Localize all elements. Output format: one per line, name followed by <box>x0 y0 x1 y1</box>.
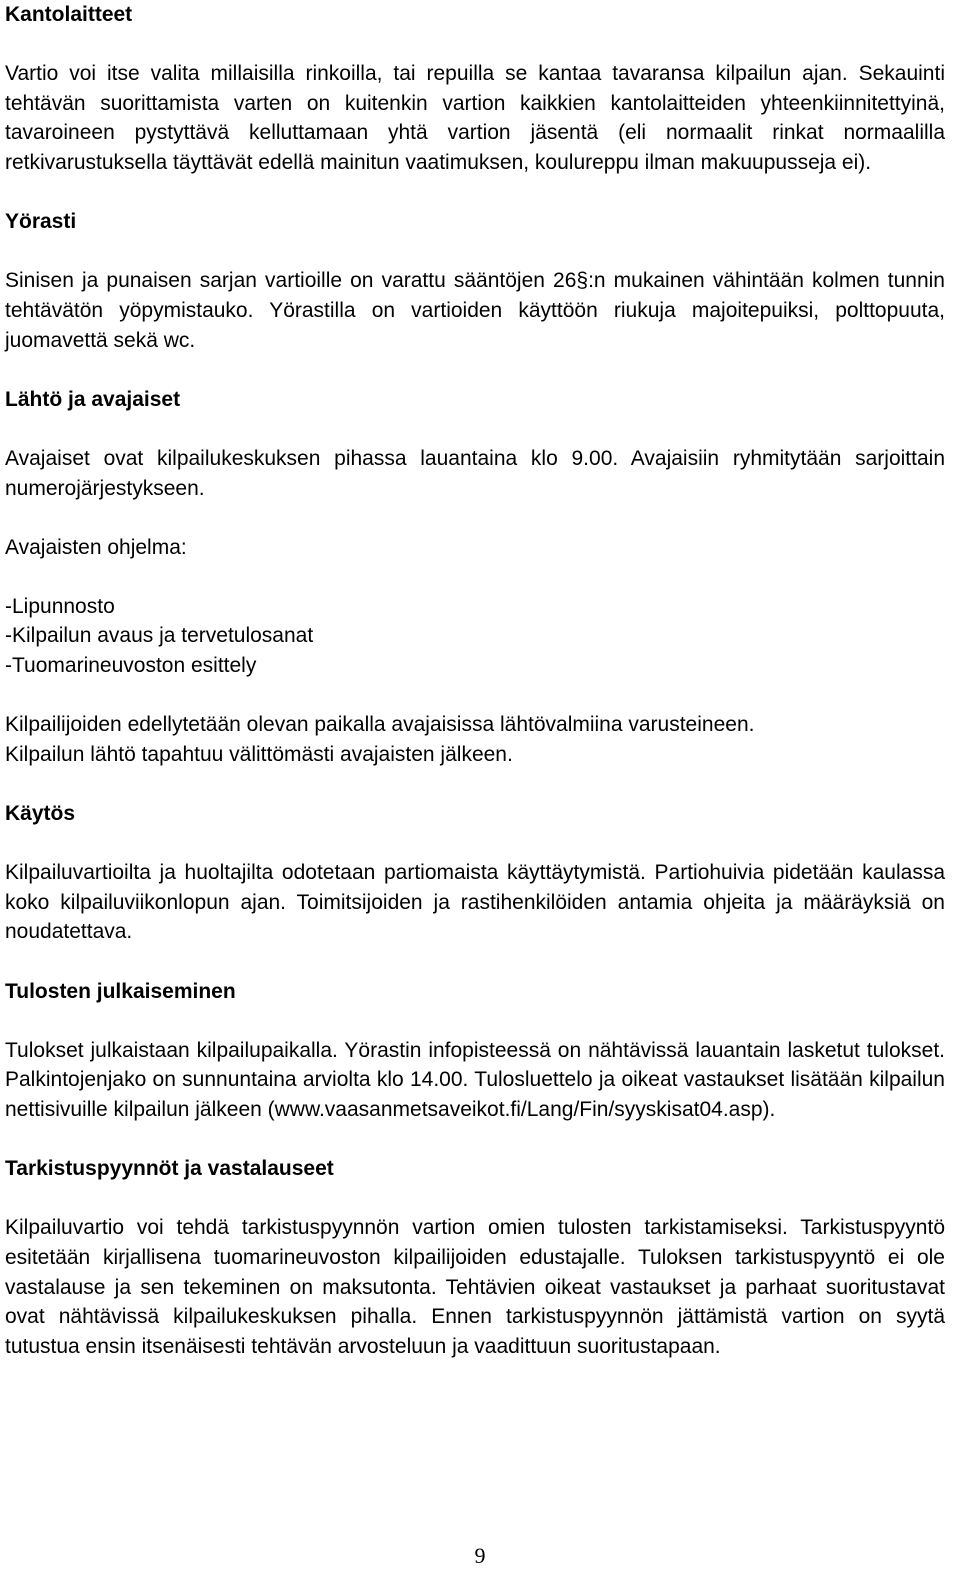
document-page <box>5 0 945 1361</box>
section-yorasti <box>5 207 945 385</box>
section-heading: Tulosten julkaiseminen <box>5 979 236 1003</box>
section-paragraph: Avajaiset ovat kilpailukeskuksen pihassa lauantaina klo 9.00. Avajaisiin ryhmitytään sarjoittain numerojärjestykseen. <box>5 446 945 500</box>
section-paragraph-line: Kilpailun lähtö tapahtuu välittömästi avajaisten jälkeen. <box>5 742 513 766</box>
list-item: -Kilpailun avaus ja tervetulosanat <box>5 624 314 648</box>
program-list <box>5 592 945 681</box>
section-kantolaitteet <box>5 0 945 207</box>
section-heading: Lähtö ja avajaiset <box>5 387 181 411</box>
section-heading: Yörasti <box>5 210 77 234</box>
section-paragraph: Kilpailuvartio voi tehdä tarkistuspyynnön vartion omien tulosten tarkistamiseksi. Tarkistuspyyntö esitetään kirjallisena tuomarineuvoston kilpailijoiden edustajalle. Tuloksen tarkistuspyyntö ei ole vastalause ja sen tekeminen on maksutonta. Tehtävien oikeat vastaukset ja parhaat suoritustavat ovat nähtävissä kilpailukeskuksen pihalla. Ennen tarkistuspyynnön jättämistä vartion on syytä tutustua ensin itsenäisesti tehtävän arvosteluun ja vaadittuun suoritustapaan. <box>5 1216 945 1358</box>
section-paragraph: Kilpailuvartioilta ja huoltajilta odotetaan partiomaista käyttäytymistä. Partiohuivia pidetään kaulassa koko kilpailuviikonlopun ajan. Toimitsijoiden ja rastihenkilöiden antamia ohjeita ja määräyksiä on noudatettava. <box>5 861 945 944</box>
section-paragraph: Vartio voi itse valita millaisilla rinkoilla, tai repuilla se kantaa tavaransa kilpailun ajan. Sekauinti tehtävän suorittamista varten on kuitenkin vartion kaikkien kantolaitteiden yhteenkiinnitettyinä, tavaroineen pystyttävä kelluttamaan yhtä vartion jäsentä (eli normaalit rinkat normaalilla retkivarustuksella täyttävät edellä mainitun vaatimuksen, koulureppu ilman makuupusseja ei). <box>5 62 945 174</box>
list-item: -Tuomarineuvoston esittely <box>5 654 257 678</box>
section-tulosten-julkaiseminen <box>5 977 945 1155</box>
list-item: -Lipunnosto <box>5 594 115 618</box>
page-number: 9 <box>474 1543 486 1568</box>
program-label: Avajaisten ohjelma: <box>5 535 187 559</box>
section-paragraph: Tulokset julkaistaan kilpailupaikalla. Yörastin infopisteessä on nähtävissä lauantain lasketut tulokset. Palkintojenjako on sunnuntaina arviolta klo 14.00. Tulosluettelo ja oikeat vastaukset lisätään kilpailun nettisivuille kilpailun jälkeen (www.vaasanmetsaveikot.fi/Lang/Fin/syyskisat04.asp). <box>5 1038 945 1121</box>
section-heading: Kantolaitteet <box>5 3 133 26</box>
section-lahto-ja-avajaiset <box>5 385 945 799</box>
section-kaytos <box>5 799 945 977</box>
section-tarkistuspyynnot <box>5 1154 945 1361</box>
section-heading: Käytös <box>5 802 76 826</box>
section-heading: Tarkistuspyynnöt ja vastalauseet <box>5 1157 334 1181</box>
section-paragraph: Sinisen ja punaisen sarjan vartioille on varattu sääntöjen 26§:n mukainen vähintään kolmen tunnin tehtävätön yöpymistauko. Yörastilla on vartioiden käyttöön riukuja majoitepuiksi, polttopuuta, juomavettä sekä wc. <box>5 269 945 352</box>
section-paragraph-line: Kilpailijoiden edellytetään olevan paikalla avajaisissa lähtövalmiina varusteineen. <box>5 713 755 737</box>
